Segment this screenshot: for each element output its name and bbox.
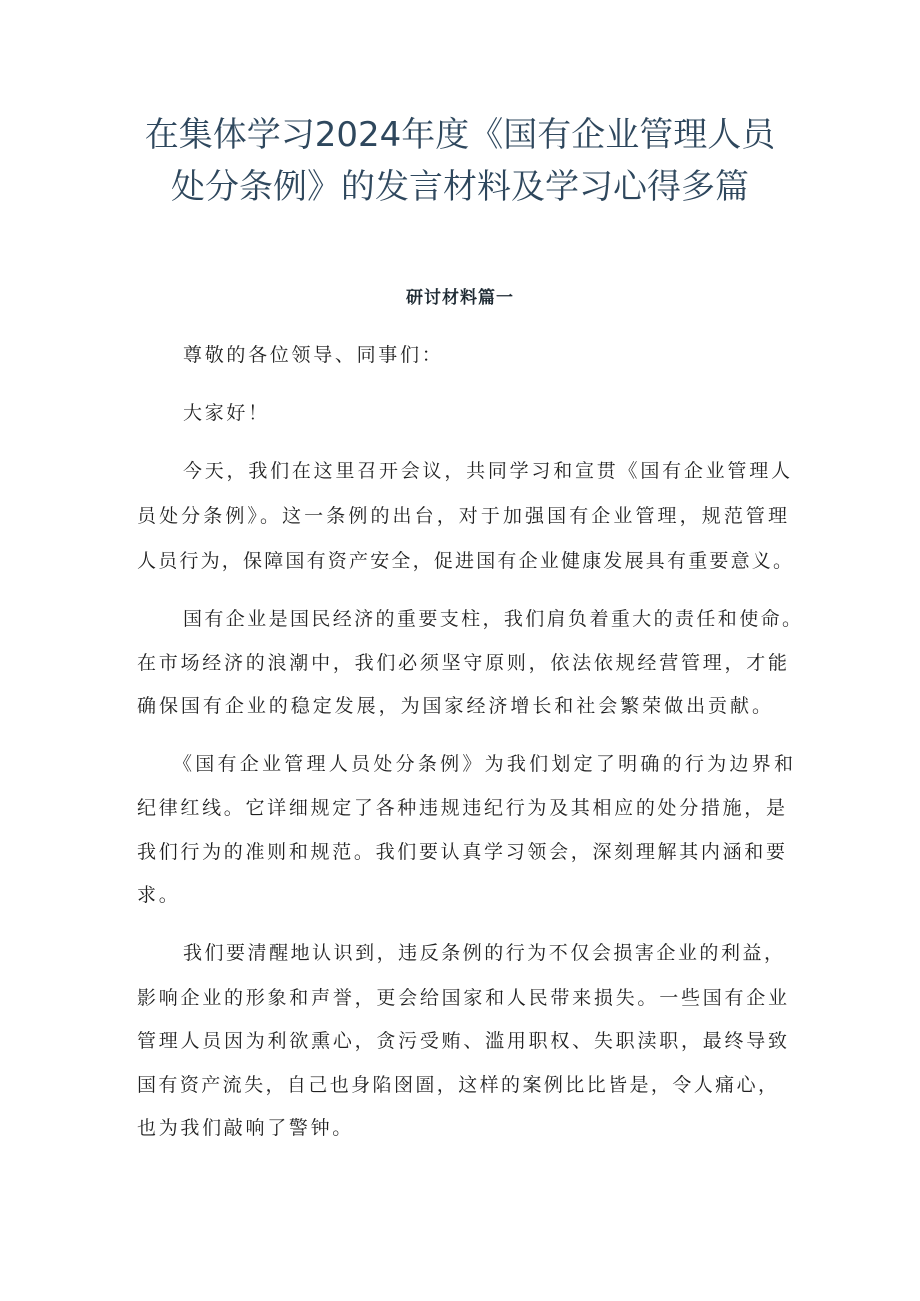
section-heading: 研讨材料篇一 — [406, 288, 514, 308]
paragraph-line: 国有企业是国民经济的重要支柱，我们肩负着重大的责任和使命。 — [183, 608, 801, 630]
paragraph-line: 我们行为的准则和规范。我们要认真学习领会，深刻理解其内涵和要 — [137, 841, 785, 863]
paragraph-line: 国有资产流失，自己也身陷囹圄，这样的案例比比皆是，令人痛心， — [137, 1074, 777, 1096]
paragraph-line: 在市场经济的浪潮中，我们必须坚守原则，依法依规经营管理，才能 — [137, 652, 787, 674]
paragraph-line: 影响企业的形象和声誉，更会给国家和人民带来损失。一些国有企业 — [137, 987, 787, 1009]
paragraph-line: 今天，我们在这里召开会议，共同学习和宣贯《国有企业管理人 — [183, 460, 790, 482]
paragraph-line: 人员行为，保障国有资产安全，促进国有企业健康发展具有重要意义。 — [137, 550, 792, 572]
paragraph-line: 求。 — [137, 884, 181, 906]
salutation: 尊敬的各位领导、同事们： — [183, 344, 444, 366]
paragraph-line: 也为我们敲响了警钟。 — [137, 1117, 355, 1139]
document-title-line-2: 处分条例》的发言材料及学习心得多篇 — [171, 167, 749, 207]
paragraph-line: 我们要清醒地认识到，违反条例的行为不仅会损害企业的利益， — [183, 942, 783, 964]
paragraph-line: 员处分条例》。这一条例的出台，对于加强国有企业管理，规范管理 — [137, 505, 787, 527]
paragraph-line: 《国有企业管理人员处分条例》为我们划定了明确的行为边界和 — [173, 753, 793, 775]
greeting: 大家好！ — [183, 402, 270, 424]
document-title-line-1: 在集体学习2024年度《国有企业管理人员 — [144, 115, 776, 155]
paragraph-line: 纪律红线。它详细规定了各种违规违纪行为及其相应的处分措施，是 — [137, 797, 785, 819]
paragraph-line: 确保国有企业的稳定发展，为国家经济增长和社会繁荣做出贡献。 — [137, 695, 771, 717]
paragraph-line: 管理人员因为利欲熏心，贪污受贿、滥用职权、失职渎职，最终导致 — [137, 1030, 787, 1052]
